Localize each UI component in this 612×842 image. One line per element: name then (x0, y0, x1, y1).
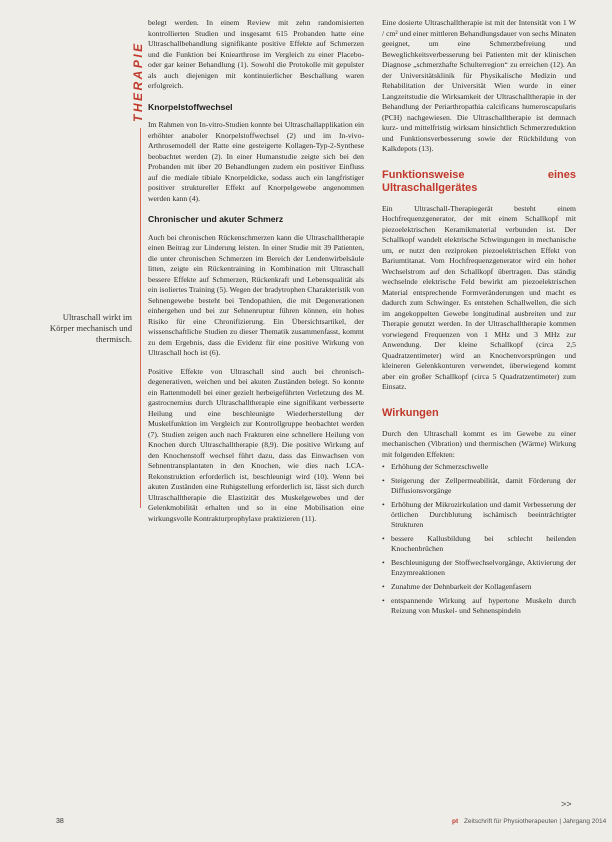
paragraph-positive-effekte: Positive Effekte von Ultraschall sind auch bei chronisch-degenerativen, weichen und bei akuten Zuständen belegt. So konnte ein Rattenmodell bei einer gezielt herbeigeführten Verletzung des M. gastrocnemius durch Ultraschalltherapie eine signifikant verbesserte Heilung und eine beschleunigte Wiederherstellung der Muskelfunktion im Vergleich zur Kontrollgruppe beobachtet werden (7). Studien zeigen auch nach Frakturen eine schnellere Heilung von Knochen durch Ultraschalltherapie (8,9). Die positive Wirkung auf den Knochenstoff wechsel führt dazu, dass das Einwachsen von Sehnentransplantaten in den Knochen, wie dies nach LCA-Rekonstruktion erforderlich ist, beschleunigt wird (10). Wenn bei akuten Zuständen eine Ruhigstellung erforderlich ist, lässt sich durch Ultraschalltherapie die Elastizität des Muskelgewebes und der Gelenkmobilität erhalten und so in eine Mobilisation eine wirkungsvolle Kontrakturprophylaxe praktizieren (11). (148, 366, 364, 523)
heading-knorpelstoffwechsel: Knorpelstoffwechsel (148, 101, 233, 112)
effects-list (382, 462, 576, 616)
list-item: • Beschleunigung der Stoffwechselvorgänge, Aktivierung der Enzymreaktionen (382, 558, 576, 578)
journal-prefix: pt (452, 818, 459, 825)
list-item: • Erhöhung der Mikrozirkulation und damit Verbesserung der örtlichen Durchblutung ischämisch beeinträchtigter Strukturen (382, 500, 576, 530)
list-item: • Erhöhung der Schmerzschwelle (382, 462, 576, 472)
heading-wirkungen: Wirkungen (382, 406, 439, 419)
paragraph-schmerz: Auch bei chronischen Rückenschmerzen kann die Ultraschalltherapie einen Beitrag zur Linderung leisten. In einer Studie mit 39 Patienten, die unter chronischen Schmerzen im Bereich der Lendenwirbelsäule litten, zeigte ein Rückentraining in Kombination mit Ultraschall bessere Effekte auf Schmerzen, Rückenkraft und Lebensqualität als ein isoliertes Training (5). Wegen der bradytrophen Charakteristik von Sehnengewebe besteht bei Tendopathien, die mit Degenerationen einhergehen und bei zur Sehnenruptur führen können, ein hohes Risiko für eine Chronifizierung. Ein Übersichtsartikel, der wissenschaftliche Studien zu dieser Thematik zusammenfasst, kommt zu dem Ergebnis, dass die Evidenz für eine positive Wirkung von Ultraschall hoch ist (6). (148, 232, 364, 357)
journal-footer (452, 818, 606, 825)
paragraph-dosierung: Eine dosierte Ultraschalltherapie ist mit der Intensität von 1 W / cm² und einer mittleren Behandlungsdauer von sechs Minaten geeignet, um eine Schmerzbefreiung und Beweglichkeitsverbesserung bei Patienten mit der klinischen Diagnose „schmerzhafte Schulterregion“ zu erreichen (12). An der Universitätsklinik für Physikalische Medizin und Rehabilitation der Universität Wien wurde in einer Langzeitstudie die Wirksamkeit der Ultraschalltherapie in der Behandlung der Periarthropathia calcificans humeroscapularis (PCH) nachgewiesen. Die Ultraschalltherapie ist demnach kurz- und mittelfristig wirksam hinsichtlich Schmerzreduktion und Funktionsverbesserung sowie der Rückbildung von Kalkdepots (13). (382, 18, 576, 153)
continue-arrows: >> (561, 799, 572, 809)
left-column (148, 18, 364, 524)
paragraph-knorpel: Im Rahmen von In-vitro-Studien konnte bei Ultraschallapplikation ein erhöhter anaboler Knorpelstoffwechsel (2) und im In-vivo-Arthrosemodell der Ratte eine gesteigerte Kollagen-Typ-2-Synthese beobachtet werden (2). In einer Humanstudie zeigte sich bei den Probanden mit über 20 Behandlungen zudem ein positiver Einfluss auf die mediale tibiale Knorpeldicke, sodass auch ein langfristiger positiver struktureller Effekt auf Knorpelgewebe angenommen werden kann (4). (148, 120, 364, 203)
page-number: 38 (56, 818, 64, 825)
list-item: • Zunahme der Dehnbarkeit der Kollagenfasern (382, 582, 576, 592)
heading-schmerz: Chronischer und akuter Schmerz (148, 214, 284, 224)
heading-funktionsweise: Funktionsweise eines Ultraschallgerätes (382, 168, 576, 194)
paragraph-wirkungen: Durch den Ultraschall kommt es im Gewebe zu einer mechanischen (Vibration) und thermischen (Wärme) Wirkung mit folgenden Effekten: (382, 428, 576, 459)
paragraph-funktionsweise: Ein Ultraschall-Therapiegerät besteht einem Hochfrequenzgenerator, der mit einem Schallkopf mit piezoelektrischen Keramikmaterial verbunden ist. Der Schallkopf wandelt elektrische Schwingungen in mechanische um, er nutzt den reziproken piezoelektrischen Effekt von Bariumtitanat. Vom Hochfrequenzgenerator wird ein hoher Wechselstrom auf den Schallkopf übertragen. Das ständig wechselnde elektrische Feld bewirkt am piezoelektrischen Material entsprechende Formveränderungen und macht es dadurch zum Schwinger. Es entstehen Schallwellen, die sich im angekoppelten Gewebe longitudinal ausbreiten und zur Therapie genutzt werden. In der Ultraschalltherapie kommen vorwiegend Frequenzen von 1 MHz und 3 MHz zur Anwendung. Der kleine Schallkopf (circa 2,5 Quadratzentimeter) wird an Knochenvorsprüngen und kleineren Gelenkkonturen verwendet, überwiegend kommt aber ein großer Schallkopf (circa 5 Quadratzentimeter) zum Einsatz. (382, 203, 576, 391)
right-column (382, 18, 576, 620)
section-label: THERAPIE (131, 41, 145, 122)
intro-paragraph: belegt werden. In einem Review mit zehn randomisierten kontrollierten Studien und insgesamt 615 Probanden hatte eine Ultraschallbehandlung signifikante positive Effekte auf Schmerzen und die Funktion bei Kniearthrose im Vergleich zu einer Placebo- oder gar keiner Behandlung (1). Sowohl die Protokolle mit gepulster als auch diejenigen mit kontinuierlicher Beschallung waren erfolgreich. (148, 18, 364, 90)
journal-name: Zeitschrift für Physiotherapeuten | Jahrgang 2014 (463, 818, 607, 825)
list-item: • bessere Kallusbildung bei schlecht heilenden Knochenbrüchen (382, 534, 576, 554)
list-item: • Steigerung der Zellpermeabilität, damit Förderung der Diffusionsvorgänge (382, 476, 576, 496)
margin-rule (140, 128, 141, 508)
margin-note: Ultraschall wirkt im Körper mechanisch und thermisch. (49, 312, 132, 344)
list-item: • entspannende Wirkung auf hypertone Muskeln durch Reizung von Muskel- und Sehnenspindeln (382, 596, 576, 616)
